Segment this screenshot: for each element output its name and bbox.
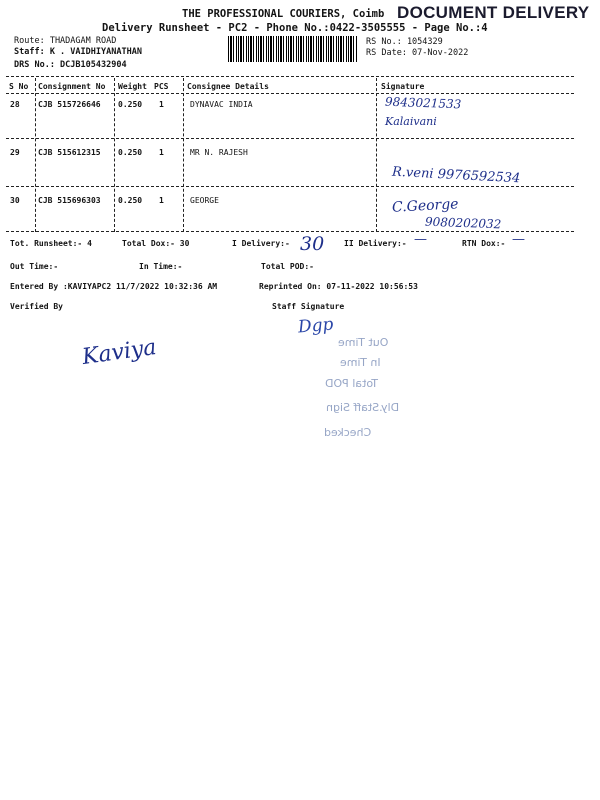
row-consignee: GEORGE xyxy=(190,196,219,205)
rtn-dox-label: RTN Dox:- xyxy=(462,239,506,248)
row-pcs: 1 xyxy=(159,196,164,205)
col-header-weight: Weight xyxy=(118,82,147,91)
stamp-out-time: Out Time xyxy=(338,336,389,349)
col-rule xyxy=(35,78,36,232)
verifier-signature: Kaviya xyxy=(80,334,158,371)
stamp-total-pod: Total POD xyxy=(325,377,378,390)
tot-runsheet: Tot. Runsheet:- 4 xyxy=(10,239,92,248)
rtn-dox-value: — xyxy=(512,232,525,247)
signature-row3-name: C.George xyxy=(391,196,459,216)
row-rule xyxy=(6,186,574,187)
route-label: Route: THADAGAM ROAD xyxy=(14,36,117,46)
row-weight: 0.250 xyxy=(118,196,143,205)
col-rule xyxy=(183,78,184,232)
row-rule xyxy=(6,138,574,139)
total-pod: Total POD:- xyxy=(261,262,314,271)
ii-delivery-value: — xyxy=(414,232,427,247)
out-time: Out Time:- xyxy=(10,262,59,271)
row-sno: 28 xyxy=(10,100,20,109)
stamp-checked: Checked xyxy=(324,426,372,439)
row-sno: 30 xyxy=(10,196,20,205)
row-weight: 0.250 xyxy=(118,148,143,157)
signature-row1-phone: 9843021533 xyxy=(384,94,462,112)
barcode xyxy=(228,36,358,62)
row-consignee: DYNAVAC INDIA xyxy=(190,100,253,109)
i-delivery-value: 30 xyxy=(300,233,325,255)
reprinted-on: Reprinted On: 07-11-2022 10:56:53 xyxy=(259,282,418,291)
row-consignment: CJB 515612315 xyxy=(38,148,101,157)
company-name: THE PROFESSIONAL COURIERS, Coimb xyxy=(182,8,385,20)
col-header-consignee: Consignee Details xyxy=(187,82,269,91)
col-header-pcs: PCS xyxy=(154,82,169,91)
i-delivery-label: I Delivery:- xyxy=(232,239,290,248)
verified-by-label: Verified By xyxy=(10,302,63,311)
in-time: In Time:- xyxy=(139,262,183,271)
row-consignment: CJB 515726646 xyxy=(38,100,101,109)
drs-number: DRS No.: DCJB105432904 xyxy=(14,60,127,70)
row-consignment: CJB 515696303 xyxy=(38,196,101,205)
col-header-sno: S No xyxy=(9,82,29,91)
stamp-in-time: In Time xyxy=(340,356,381,369)
rs-date: RS Date: 07-Nov-2022 xyxy=(366,48,469,58)
table-header-rule xyxy=(6,93,574,94)
row-consignee: MR N. RAJESH xyxy=(190,148,248,157)
rs-number: RS No.: 1054329 xyxy=(366,37,443,47)
staff-signature-label: Staff Signature xyxy=(272,302,345,311)
signature-row1-name: Kalaivani xyxy=(385,115,437,128)
row-pcs: 1 xyxy=(159,148,164,157)
runsheet-title: Delivery Runsheet - PC2 - Phone No.:0422-3505555 - Page No.:4 xyxy=(102,22,488,34)
signature-row3-phone: 9080202032 xyxy=(424,214,502,232)
col-header-signature: Signature xyxy=(381,82,425,91)
staff-label: Staff: K . VAIDHIYANATHAN xyxy=(14,47,142,57)
table-top-rule xyxy=(6,76,574,77)
col-rule xyxy=(114,78,115,232)
row-sno: 29 xyxy=(10,148,20,157)
row-weight: 0.250 xyxy=(118,100,143,109)
table-bottom-rule xyxy=(6,231,574,232)
ii-delivery-label: II Delivery:- xyxy=(344,239,407,248)
document-type-stamp: DOCUMENT DELIVERY xyxy=(397,3,590,22)
total-dox: Total Dox:- 30 xyxy=(122,239,190,248)
signature-row2: R.veni 9976592534 xyxy=(391,164,521,187)
stamp-dly-staff-sign: Dly.Staff Sign xyxy=(326,401,400,414)
col-rule xyxy=(376,78,377,232)
col-header-consignment: Consignment No xyxy=(38,82,106,91)
staff-signature: Dgp xyxy=(297,314,335,338)
row-pcs: 1 xyxy=(159,100,164,109)
entered-by: Entered By :KAVIYAPC2 11/7/2022 10:32:36 AM xyxy=(10,282,218,291)
